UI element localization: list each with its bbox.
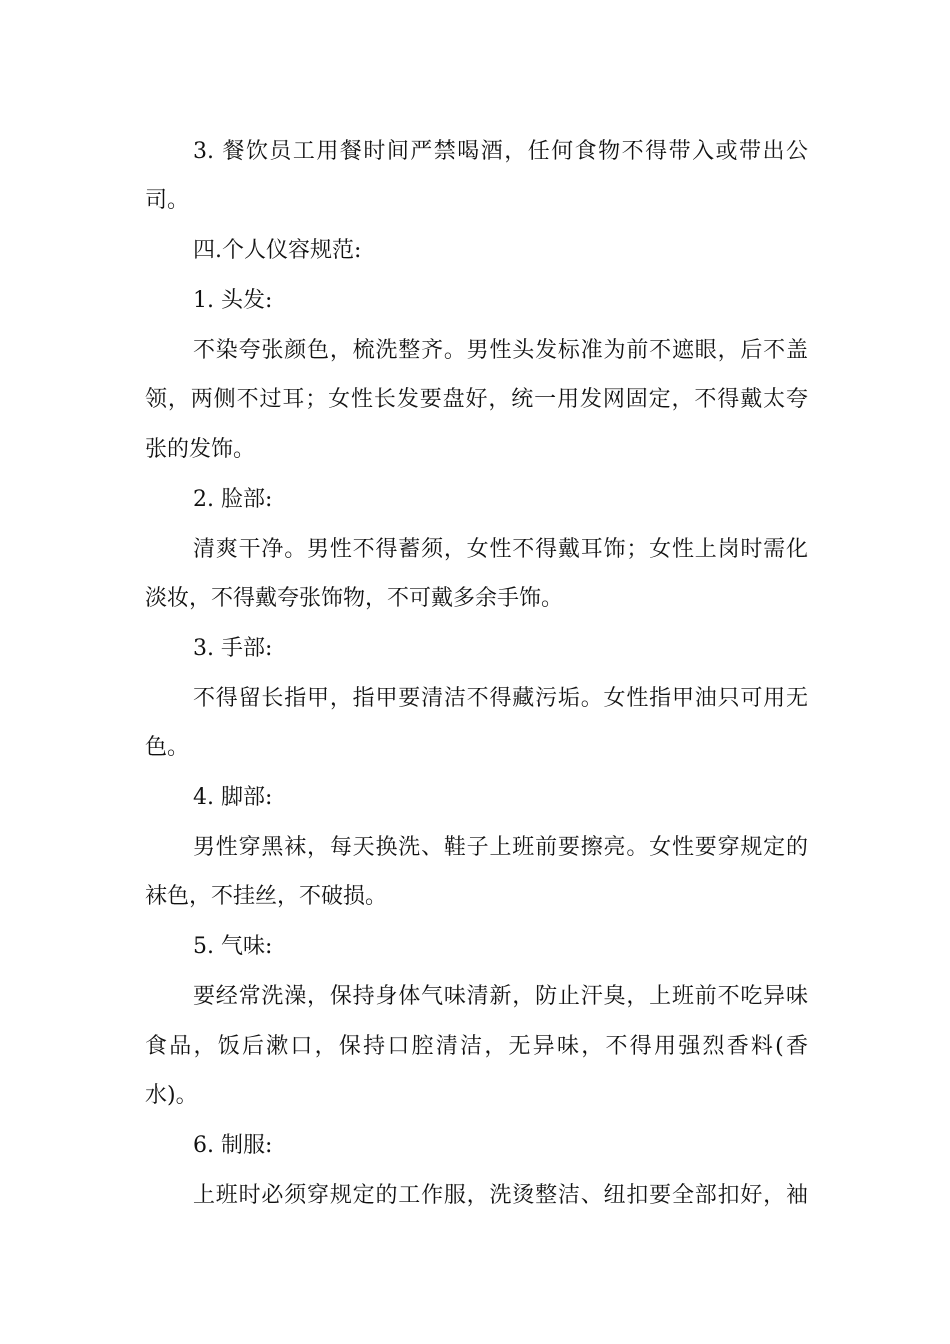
subsection-heading: 2. 脸部: bbox=[193, 487, 273, 512]
paragraph-line: 司。 bbox=[145, 188, 190, 213]
paragraph-line: 领，两侧不过耳；女性长发要盘好，统一用发网固定，不得戴太夸 bbox=[145, 387, 808, 412]
section-heading: 四.个人仪容规范: bbox=[193, 238, 362, 263]
subsection-heading: 3. 手部: bbox=[193, 636, 273, 661]
subsection-heading: 4. 脚部: bbox=[193, 785, 273, 810]
paragraph-line: 袜色，不挂丝，不破损。 bbox=[145, 884, 388, 909]
paragraph-line: 要经常洗澡，保持身体气味清新，防止汗臭，上班前不吃异味 bbox=[193, 984, 808, 1009]
paragraph-line: 上班时必须穿规定的工作服，洗烫整洁、纽扣要全部扣好，袖 bbox=[193, 1183, 808, 1208]
subsection-heading: 5. 气味: bbox=[193, 934, 273, 959]
paragraph-line: 食品，饭后漱口，保持口腔清洁，无异味，不得用强烈香料(香 bbox=[145, 1034, 808, 1059]
paragraph-line: 淡妆，不得戴夸张饰物，不可戴多余手饰。 bbox=[145, 586, 564, 611]
subsection-heading: 1. 头发: bbox=[193, 288, 273, 313]
paragraph-line: 不得留长指甲，指甲要清洁不得藏污垢。女性指甲油只可用无 bbox=[193, 686, 808, 711]
paragraph-line: 不染夸张颜色，梳洗整齐。男性头发标准为前不遮眼，后不盖 bbox=[193, 338, 808, 363]
subsection-heading: 6. 制服: bbox=[193, 1133, 273, 1158]
paragraph-line: 男性穿黑袜，每天换洗、鞋子上班前要擦亮。女性要穿规定的 bbox=[193, 835, 808, 860]
paragraph-line: 张的发饰。 bbox=[145, 437, 256, 462]
paragraph-line: 水)。 bbox=[145, 1083, 198, 1108]
paragraph-line: 3. 餐饮员工用餐时间严禁喝酒，任何食物不得带入或带出公 bbox=[193, 139, 808, 164]
paragraph-line: 色。 bbox=[145, 735, 190, 760]
paragraph-line: 清爽干净。男性不得蓄须，女性不得戴耳饰；女性上岗时需化 bbox=[193, 537, 808, 562]
